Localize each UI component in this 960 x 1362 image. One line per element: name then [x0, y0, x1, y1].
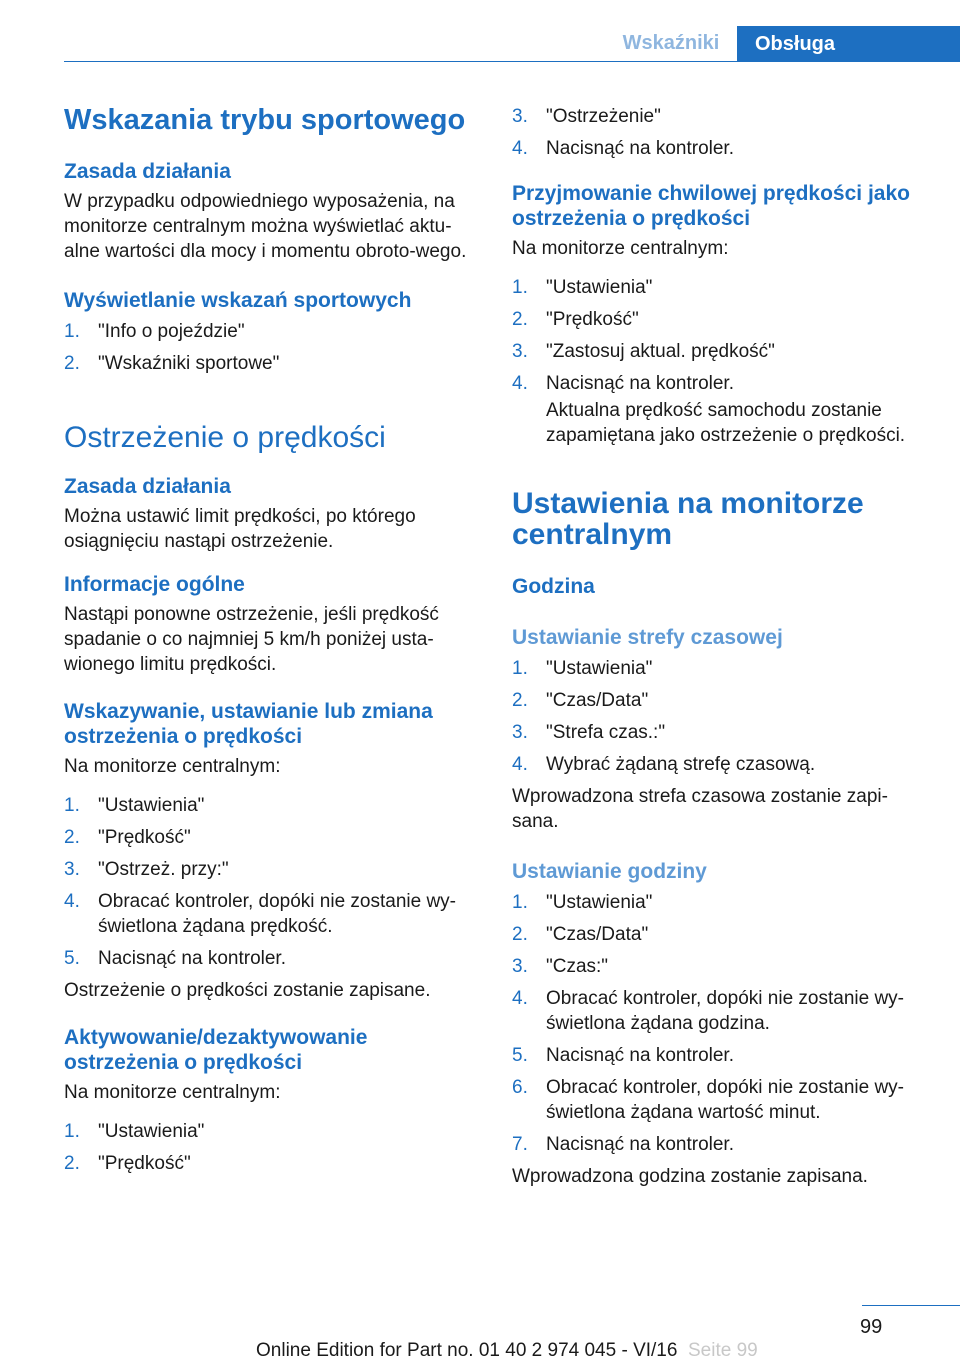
list-item: 1. "Ustawienia" [512, 277, 653, 298]
steps-set-time [512, 890, 928, 1157]
list-item: 4. Wybrać żądaną strefę czasową. [512, 754, 816, 775]
list-item: 5. Nacisnąć na kontroler. [64, 948, 286, 969]
list-item: 3. "Ostrzeż. przy:" [64, 859, 229, 880]
header-tab-wskazniki[interactable]: Wskaźniki [622, 32, 720, 54]
list-item: 5. Nacisnąć na kontroler. [512, 1045, 734, 1066]
paragraph-central-monitor-3: Na monitorze centralnym: [512, 238, 729, 259]
header-tab-obsluga[interactable]: Obsługa [737, 26, 960, 62]
list-item: 2. "Czas/Data" [512, 924, 649, 945]
list-item: 4. Obracać kontroler, dopóki nie zostanie wy-świetlona żądana prędkość. [64, 891, 457, 937]
steps-activate-warning-cont [512, 104, 928, 161]
subheading-activate-warning: Aktywowanie/dezaktywowanie ostrzeżenia o prędkości [64, 1026, 368, 1074]
page-number: 99 [860, 1316, 883, 1338]
list-item: 3. "Zastosuj aktual. prędkość" [512, 341, 775, 362]
right-column [512, 104, 928, 1189]
list-item: 2. "Prędkość" [64, 1153, 191, 1174]
list-item: 1. "Ustawienia" [512, 658, 653, 679]
list-item: 3. "Ostrzeżenie" [512, 106, 661, 127]
paragraph-warning-saved: Ostrzeżenie o prędkości zostanie zapisane. [64, 980, 431, 1001]
list-item: 4. Nacisnąć na kontroler. [512, 373, 734, 394]
list-item: 1. "Ustawienia" [64, 795, 205, 816]
list-item: 1. "Info o pojeździe" [64, 321, 245, 342]
header-divider [64, 61, 960, 62]
list-item: 2. "Prędkość" [64, 827, 191, 848]
subheading-accept-current-speed: Przyjmowanie chwilowej prędkości jako ostrzeżenia o prędkości [512, 182, 910, 230]
note-current-speed-saved: Aktualna prędkość samochodu zostanie zapamiętana jako ostrzeżenie o prędkości. [546, 400, 906, 446]
steps-set-speed-warning [64, 793, 480, 971]
paragraph-speed-limit: Można ustawić limit prędkości, po którego osiągnięciu nastąpi ostrzeżenie. [64, 506, 416, 552]
list-item: 3. "Strefa czas.:" [512, 722, 666, 743]
footer-edition: Online Edition for Part no. 01 40 2 974 045 - VI/16 [256, 1340, 678, 1361]
list-item: 6. Obracać kontroler, dopóki nie zostanie wy-świetlona żądana wartość minut. [512, 1077, 905, 1123]
list-item: 1. "Ustawienia" [64, 1121, 205, 1142]
footer-divider [862, 1305, 960, 1306]
steps-accept-current-speed [512, 275, 928, 396]
section-title-central-monitor-settings: Ustawienia na monitorze centralnym [512, 487, 864, 551]
paragraph-central-monitor-2: Na monitorze centralnym: [64, 1082, 281, 1103]
list-item: 2. "Czas/Data" [512, 690, 649, 711]
list-item: 7. Nacisnąć na kontroler. [512, 1134, 734, 1155]
list-item: 2. "Wskaźniki sportowe" [64, 353, 280, 374]
section-title-sport-display: Wskazania trybu sportowego [64, 104, 466, 136]
paragraph-time-saved: Wprowadzona godzina zostanie zapisana. [512, 1166, 868, 1187]
paragraph-central-monitor: Na monitorze centralnym: [64, 756, 281, 777]
steps-sport-display [64, 319, 480, 376]
list-item: 4. Obracać kontroler, dopóki nie zostanie wy-świetlona żądana godzina. [512, 988, 905, 1034]
steps-activate-warning [64, 1119, 480, 1176]
section-title-speed-warning: Ostrzeżenie o prędkości [64, 421, 386, 454]
paragraph-sport-description: W przypadku odpowiedniego wyposażenia, na monitorze centralnym można wyświetlać aktu-alne wartości dla mocy i momentu obroto-wego. [64, 191, 467, 262]
left-column [64, 104, 480, 1183]
subheading-show-sport-display: Wyświetlanie wskazań sportowych [64, 289, 412, 312]
subheading-set-speed-warning: Wskazywanie, ustawianie lub zmiana ostrzeżenia o prędkości [64, 700, 433, 748]
list-item: 1. "Ustawienia" [512, 892, 653, 913]
subheading-time: Godzina [512, 575, 595, 598]
subheading-set-time: Ustawianie godziny [512, 860, 707, 883]
subheading-general-info: Informacje ogólne [64, 573, 245, 596]
list-item: 3. "Czas:" [512, 956, 609, 977]
paragraph-general-info: Nastąpi ponowne ostrzeżenie, jeśli prędkość spadanie o co najmniej 5 km/h poniżej usta-wionego limitu prędkości. [64, 604, 439, 675]
watermark: Seite 99 [688, 1340, 758, 1361]
subheading-set-timezone: Ustawianie strefy czasowej [512, 626, 783, 649]
subheading-principle: Zasada działania [64, 160, 231, 183]
paragraph-timezone-saved: Wprowadzona strefa czasowa zostanie zapi-sana. [512, 786, 888, 832]
list-item: 2. "Prędkość" [512, 309, 639, 330]
subheading-principle-2: Zasada działania [64, 475, 231, 498]
list-item: 4. Nacisnąć na kontroler. [512, 138, 734, 159]
steps-set-timezone [512, 656, 928, 777]
